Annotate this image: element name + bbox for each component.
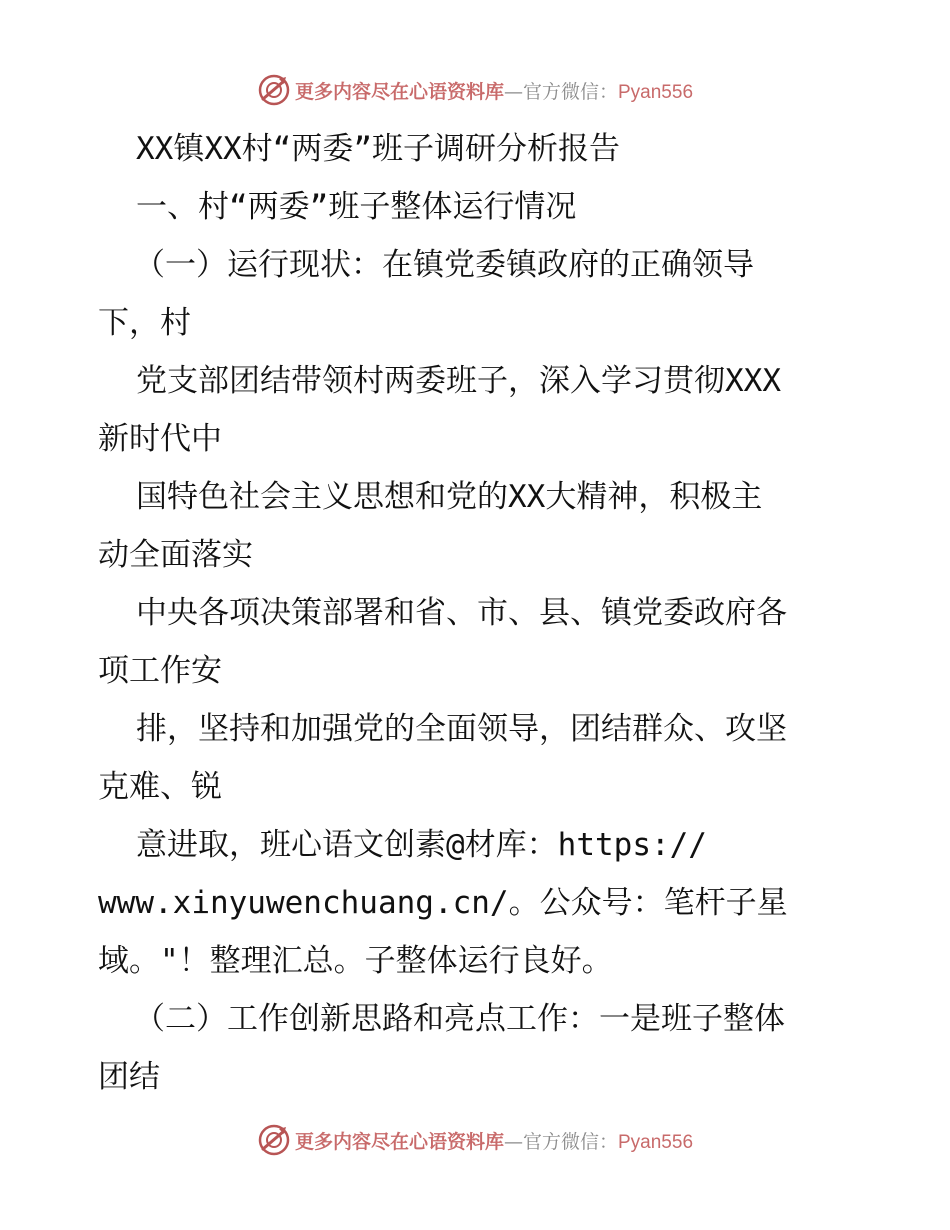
document-line: www.xinyuwenchuang.cn/。公众号：笔杆子星 xyxy=(98,885,788,921)
document-line: 中央各项决策部署和省、市、县、镇党委政府各 xyxy=(136,595,787,631)
footer-banner xyxy=(0,1120,950,1160)
banner-wechat-label: 官方微信： xyxy=(522,80,618,103)
document-line: 党支部团结带领村两委班子，深入学习贯彻XXX xyxy=(136,363,781,399)
banner-brand-text: 更多内容尽在心语资料库 xyxy=(294,80,504,103)
document-line: 团结 xyxy=(98,1059,160,1095)
document-line: 新时代中 xyxy=(98,421,222,457)
document-line: 意进取，班心语文创素@材库：https:// xyxy=(136,827,707,863)
document-line: 域。"！整理汇总。子整体运行良好。 xyxy=(98,943,613,979)
document-line: 克难、锐 xyxy=(98,769,222,805)
document-line: XX镇XX村“两委”班子调研分析报告 xyxy=(136,131,620,167)
document-body xyxy=(98,120,858,1106)
document-line: 动全面落实 xyxy=(98,537,253,573)
brand-logo-icon xyxy=(257,1123,291,1157)
banner-wechat-id: Pyan556 xyxy=(618,81,694,103)
banner-wechat-id: Pyan556 xyxy=(618,1131,694,1153)
document-line: （一）运行现状：在镇党委镇政府的正确领导 xyxy=(134,247,754,283)
document-line: （二）工作创新思路和亮点工作：一是班子整体 xyxy=(134,1001,785,1037)
banner-separator: — xyxy=(503,80,523,103)
brand-logo-icon xyxy=(257,73,291,107)
banner-wechat-label: 官方微信： xyxy=(522,1130,618,1153)
banner-separator: — xyxy=(503,1130,523,1153)
document-line: 下，村 xyxy=(98,305,191,341)
header-banner xyxy=(0,70,950,110)
document-line: 排，坚持和加强党的全面领导，团结群众、攻坚 xyxy=(136,711,787,747)
banner-brand-text: 更多内容尽在心语资料库 xyxy=(294,1130,504,1153)
document-line: 一、村“两委”班子整体运行情况 xyxy=(136,189,577,225)
document-line: 项工作安 xyxy=(98,653,222,689)
document-line: 国特色社会主义思想和党的XX大精神，积极主 xyxy=(136,479,763,515)
